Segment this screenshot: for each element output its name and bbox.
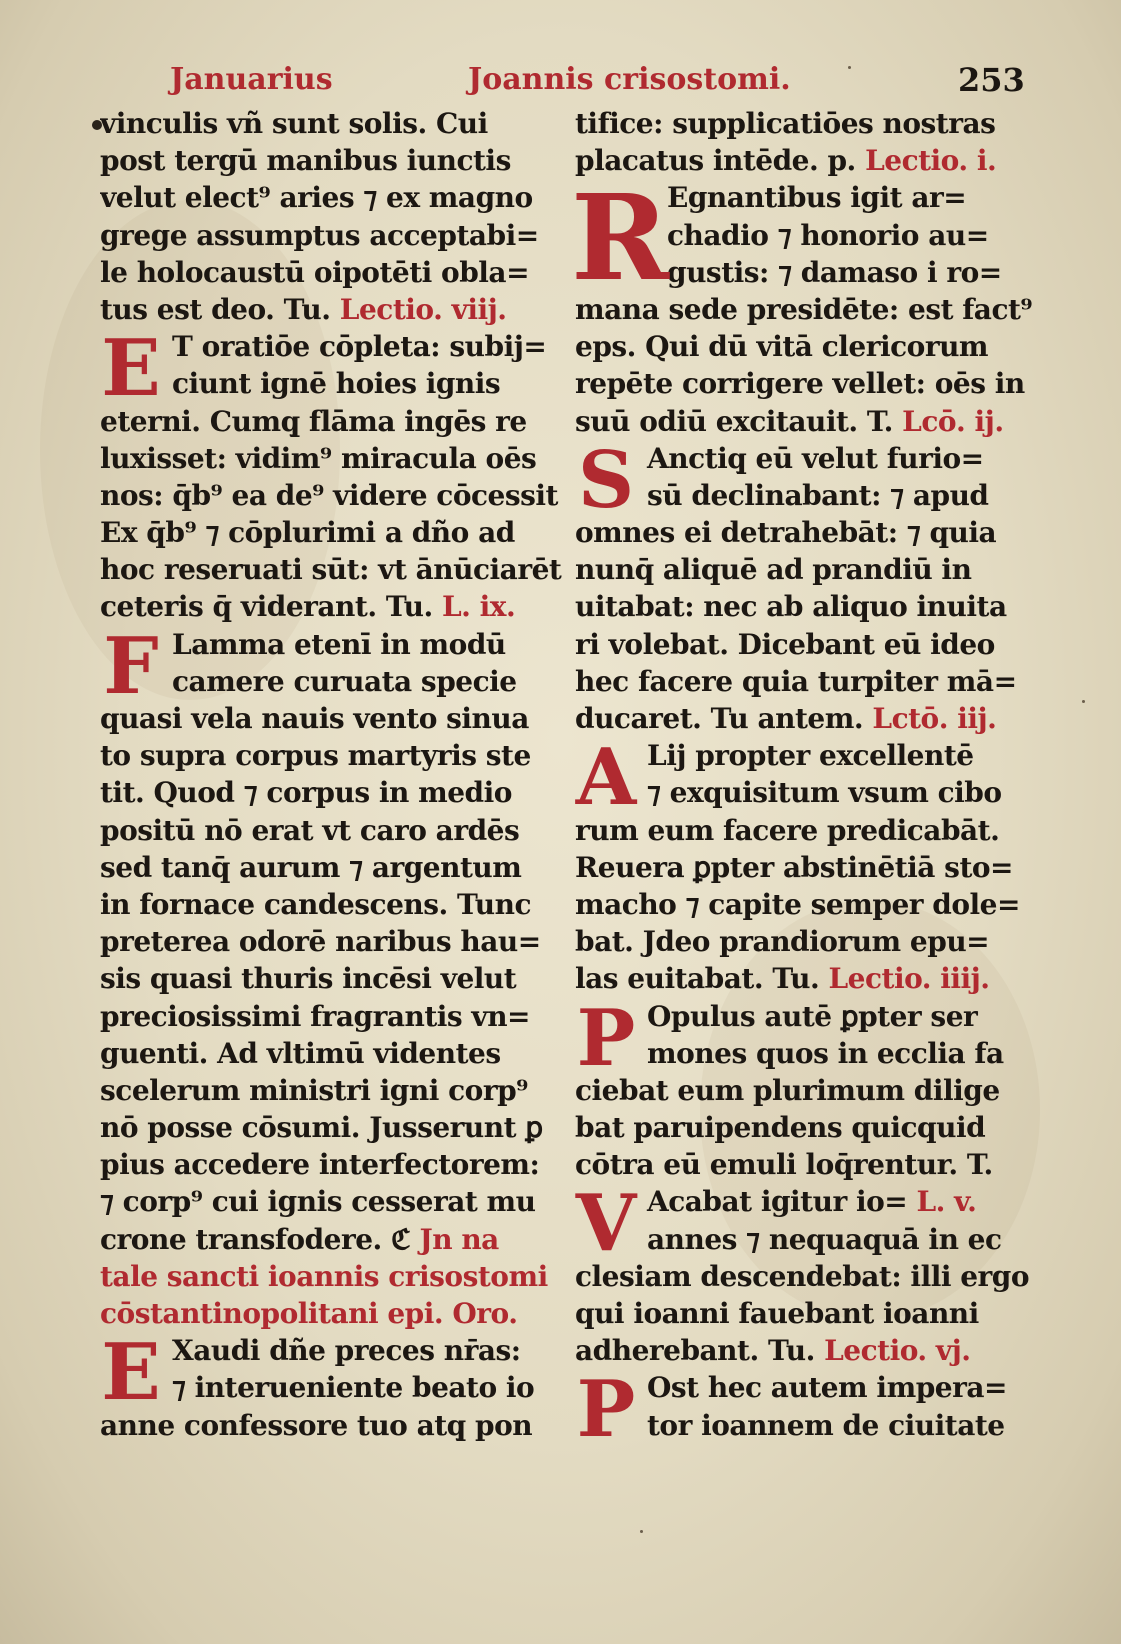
- text-line: [575, 403, 1045, 440]
- text-line: rum eum facere predicabāt.: [575, 813, 1000, 847]
- left-column: [100, 105, 570, 1444]
- paragraph-A: [575, 732, 1045, 997]
- text-line: tor ioannem de ciuitate: [647, 1408, 1005, 1442]
- text-line: preterea odorē naribus hau=: [100, 925, 541, 959]
- text-line: preciosissimi fragrantis vn=: [100, 999, 531, 1033]
- text-line: velut elect⁹ aries ⁊ ex magno: [100, 181, 533, 215]
- text-line: Lij propter excellentē: [647, 739, 974, 773]
- text-line: ⁊ exquisitum vsum cibo: [647, 776, 1002, 810]
- text-line: to supra corpus martyris ste: [100, 739, 531, 773]
- header-saint: Joannis crisostomi.: [468, 62, 791, 97]
- text-line: le holocaustū oipotēti obla=: [100, 255, 530, 289]
- lectio-rubric: Lectio. i.: [865, 144, 997, 178]
- text-line: pius accedere interfectorem:: [100, 1148, 540, 1182]
- text-line: guenti. Ad vltimū videntes: [100, 1036, 501, 1070]
- text-line: bat. Jdeo prandiorum epu=: [575, 925, 990, 959]
- text-line: chadio ⁊ honorio au=: [667, 218, 989, 252]
- text-span: ceteris q̄ viderant. Tu.: [100, 590, 433, 624]
- running-header: [0, 58, 1121, 102]
- text-span: tus est deo. Tu.: [100, 292, 331, 326]
- lectio-rubric: Lcō. ij.: [902, 404, 1004, 438]
- lectio-rubric: L. ix.: [441, 590, 516, 624]
- text-line: Lamma etenī in modū: [172, 627, 506, 661]
- text-line: mana sede presidēte: est fact⁹: [575, 292, 1033, 326]
- text-line: [100, 588, 570, 625]
- initial-letter: A: [575, 732, 637, 824]
- text-line: sū declinabant: ⁊ apud: [647, 478, 989, 512]
- text-line: [575, 700, 1045, 737]
- text-line: hoc reseruati sūt: vt ānūciarēt: [100, 553, 562, 587]
- text-line: Anctiq̧ eū velut furio=: [647, 441, 984, 475]
- initial-letter: E: [101, 1327, 161, 1419]
- text-line: post tergū manibus iunctis: [100, 144, 511, 178]
- text-line: clesiam descendebat: illi ergo: [575, 1259, 1030, 1293]
- text-line: ciebat eum plurimum dilige: [575, 1073, 1000, 1107]
- text-line: camere curuata specie: [172, 664, 517, 698]
- feast-rubric-line: tale sancti ioannis crisostomi: [100, 1259, 548, 1293]
- text-line: sis quasi thuris incēsi velut: [100, 962, 517, 996]
- text-line: Opulus autē ꝑpter ser: [647, 999, 978, 1033]
- initial-letter: F: [103, 620, 159, 712]
- text-line: uitabat: nec ab aliquo inuita: [575, 590, 1007, 624]
- text-line: sed tanq̄ aurum ⁊ argentum: [100, 850, 522, 884]
- text-line: positū nō erat vt caro ardēs: [100, 813, 520, 847]
- text-line: Ost hec autem impera=: [647, 1371, 1007, 1405]
- text-line: grege assumptus acceptabi=: [100, 218, 539, 252]
- text-line: ⁊ interueniente beato io: [172, 1371, 535, 1405]
- initial-letter: P: [576, 992, 636, 1084]
- text-line: Ex q̄b⁹ ⁊ cōplurimi a dño ad: [100, 516, 515, 550]
- text-span: las euitabat. Tu.: [575, 962, 820, 996]
- feast-rubric: Jn na: [419, 1222, 499, 1256]
- text-line: macho ⁊ capite semper dole=: [575, 887, 1020, 921]
- text-line: omnes ei detrahebāt: ⁊ quia: [575, 516, 997, 550]
- text-line: [575, 960, 1045, 997]
- paragraph-E: [100, 323, 570, 626]
- paragraph-P2: [575, 1364, 1045, 1456]
- text-span: ducaret. Tu antem.: [575, 702, 864, 735]
- text-span: Acabat igitur io=: [647, 1185, 908, 1219]
- text-span: adherebant. Tu.: [575, 1334, 815, 1368]
- paragraph-E2: [100, 1327, 570, 1444]
- text-line: cōtra eū emuli loq̄rentur. T.: [575, 1148, 993, 1182]
- text-span: crone transfodere. ℭ: [100, 1222, 411, 1256]
- feast-rubric-line: cōstantinopolitani epi. Oro.: [100, 1297, 518, 1330]
- lectio-rubric: Lectio. vj.: [824, 1334, 971, 1368]
- text-line: nos: q̄b⁹ ea de⁹ videre cōcessit: [100, 478, 558, 512]
- text-line: Xaudi dñe preces nr̄as:: [172, 1334, 521, 1368]
- text-line: eps. Qui dū vitā clericorum: [575, 330, 989, 364]
- text-line: annes ⁊ nequaquā in ec: [647, 1222, 1002, 1256]
- initial-letter: S: [577, 434, 635, 526]
- text-line: quasi vela nauis vento sinua: [100, 702, 529, 735]
- initial-letter: V: [575, 1178, 637, 1270]
- paragraph-P1: [575, 992, 1045, 1184]
- lectio-rubric: Lctō. iij.: [872, 702, 997, 735]
- text-line: tifice: supplicatiōes nostras: [575, 107, 996, 140]
- folio-number: 253: [958, 61, 1025, 99]
- text-line: in fornace candescens. Tunc: [100, 887, 532, 921]
- right-column: [571, 105, 1045, 1456]
- paragraph-R: [571, 168, 1045, 439]
- initial-letter: P: [576, 1364, 636, 1456]
- text-line: qui ioanni fauebant ioanni: [575, 1297, 979, 1330]
- text-line: repēte corrigere vellet: oēs in: [575, 367, 1025, 401]
- initial-letter: E: [101, 323, 161, 415]
- text-line: tit. Quod ⁊ corpus in medio: [100, 776, 512, 810]
- lectio-rubric: L. v.: [916, 1185, 977, 1219]
- text-line: eterni. Cumq̧ flāma ingēs re: [100, 404, 527, 438]
- lectio-rubric: Lectio. iiij.: [828, 962, 990, 996]
- paragraph-V: [575, 1178, 1045, 1369]
- text-span: placatus intēde. p.: [575, 144, 856, 178]
- text-line: vinculis vñ sunt solis. Cui: [100, 107, 488, 140]
- paragraph-F: [100, 620, 570, 1333]
- text-line: luxisset: vidim⁹ miracula oēs: [100, 441, 537, 475]
- text-line: gustis: ⁊ damaso i ro=: [667, 255, 1002, 289]
- lectio-rubric: Lectio. viij.: [339, 292, 507, 326]
- text-line: ⁊ corp⁹ cui ignis cesserat mu: [100, 1185, 536, 1219]
- text-line: [100, 1221, 570, 1258]
- text-line: mones quos in ecclia fa: [647, 1036, 1004, 1070]
- text-line: Reuera ꝑpter abstinētiā sto=: [575, 850, 1014, 884]
- text-line: ciunt ignē hoies ignis: [172, 367, 501, 401]
- text-line: scelerum ministri igni corp⁹: [100, 1073, 528, 1107]
- text-line: nunq̄ aliquē ad prandiū in: [575, 553, 972, 587]
- text-line: [575, 1332, 1045, 1369]
- header-month: Januarius: [170, 62, 333, 97]
- text-line: bat paruipendens quicquid: [575, 1111, 986, 1145]
- ink-speck: [640, 1530, 643, 1533]
- ink-speck: [1082, 700, 1085, 703]
- text-line: T oratiōe cōpleta: subij=: [172, 330, 547, 364]
- text-line: hec facere quia turpiter mā=: [575, 664, 1017, 698]
- text-line: Egnantibus igit ar=: [667, 181, 967, 215]
- text-line: anne confessore tuo atq̧ pon: [100, 1408, 533, 1442]
- text-line: [100, 291, 570, 328]
- text-line: nō posse cōsumi. Jusserunt ꝑ: [100, 1111, 543, 1145]
- text-line: [575, 1183, 1045, 1220]
- text-line: ri volebat. Dicebant eū ideo: [575, 627, 995, 661]
- text-span: suū odiū excitauit. T.: [575, 404, 893, 438]
- initial-letter: R: [571, 168, 670, 308]
- paragraph-S: [575, 434, 1045, 738]
